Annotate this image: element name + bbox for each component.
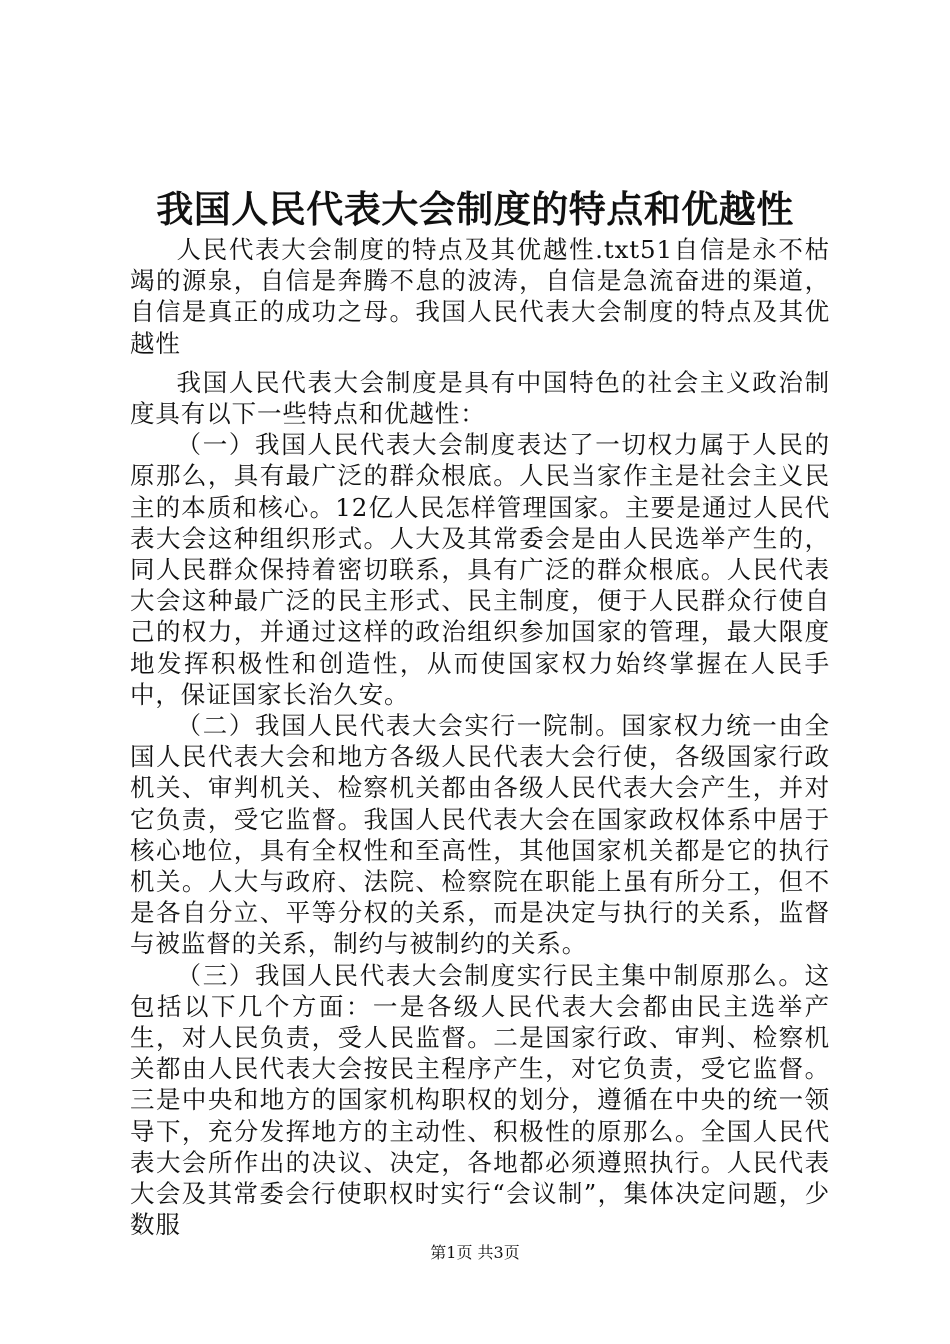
paragraph-point-two: （二）我国人民代表大会实行一院制。国家权力统一由全国人民代表大会和地方各级人民代表大会行使，各级国家行政机关、审判机关、检察机关都由各级人民代表大会产生，并对它负责，受它监督。我国人民代表大会在国家政权体系中居于核心地位，具有全权性和至高性，其他国家机关都是它的执行机关。人大与政府、法院、检察院在职能上虽有所分工，但不是各自分立、平等分权的关系，而是决定与执行的关系，监督与被监督的关系，制约与被制约的关系。 <box>130 711 830 959</box>
paragraph-overview: 我国人民代表大会制度是具有中国特色的社会主义政治制度具有以下一些特点和优越性： <box>130 367 830 429</box>
paragraph-point-one: （一）我国人民代表大会制度表达了一切权力属于人民的原那么，具有最广泛的群众根底。人民当家作主是社会主义民主的本质和核心。12亿人民怎样管理国家。主要是通过人民代表大会这种组织形式。人大及其常委会是由人民选举产生的，同人民群众保持着密切联系，具有广泛的群众根底。人民代表大会这种最广泛的民主形式、民主制度，便于人民群众行使自己的权力，并通过这样的政治组织参加国家的管理，最大限度地发挥积极性和创造性，从而使国家权力始终掌握在人民手中，保证国家长治久安。 <box>130 430 830 709</box>
page-footer: 第1页 共3页 <box>430 1243 520 1262</box>
document-body <box>130 234 830 1241</box>
paragraph-point-three: （三）我国人民代表大会制度实行民主集中制原那么。这包括以下几个方面：一是各级人民代表大会都由民主选举产生，对人民负责，受人民监督。二是国家行政、审判、检察机关都由人民代表大会按民主程序产生，对它负责，受它监督。三是中央和地方的国家机构职权的划分，遵循在中央的统一领导下，充分发挥地方的主动性、积极性的原那么。全国人民代表大会所作出的决议、决定，各地都必须遵照执行。人民代表大会及其常委会行使职权时实行“会议制”，集体决定问题，少数服 <box>130 960 830 1240</box>
paragraph-intro: 人民代表大会制度的特点及其优越性.txt51自信是永不枯竭的源泉，自信是奔腾不息的波涛，自信是急流奋进的渠道，自信是真正的成功之母。我国人民代表大会制度的特点及其优越性 <box>130 235 830 358</box>
document-title: 我国人民代表大会制度的特点和优越性 <box>156 187 794 231</box>
